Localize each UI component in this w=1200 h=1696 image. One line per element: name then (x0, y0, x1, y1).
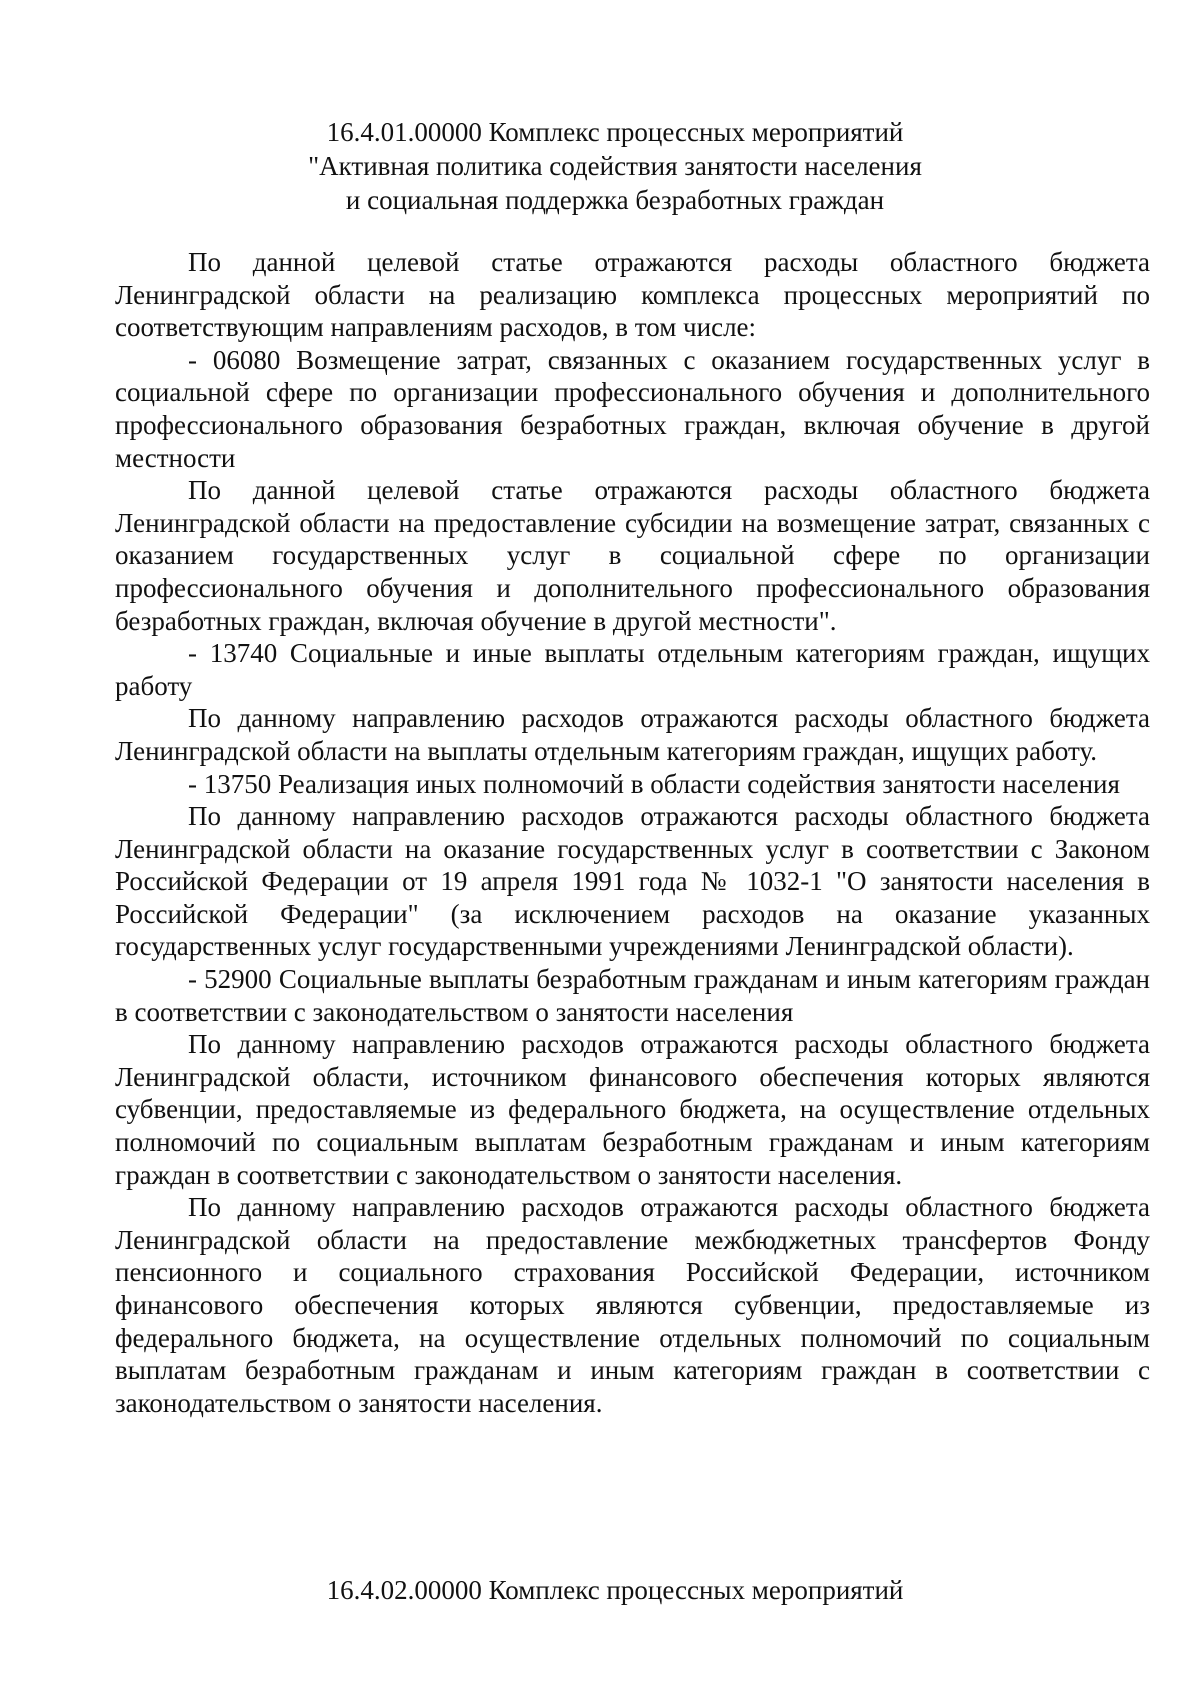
next-section-heading (115, 1573, 1115, 1607)
heading-line: и социальная поддержка безработных граждан (345, 185, 885, 215)
body-paragraph: По данной целевой статье отражаются расходы областного бюджета Ленинградской области на реализацию комплекса процессных мероприятий по соответствующим направлениям расходов, в том числе: (115, 247, 1150, 343)
body-paragraph: По данному направлению расходов отражаются расходы областного бюджета Ленинградской области на выплаты отдельным категориям граждан, ищущих работу. (115, 703, 1150, 766)
expense-item: - 13740 Социальные и иные выплаты отдельным категориям граждан, ищущих работу (115, 638, 1150, 701)
heading-line: "Активная политика содействия занятости населения (308, 151, 922, 181)
heading-line: 16.4.01.00000 Комплекс процессных мероприятий (326, 117, 904, 147)
heading-line: 16.4.02.00000 Комплекс процессных мероприятий (326, 1575, 904, 1605)
body-paragraph: По данному направлению расходов отражаются расходы областного бюджета Ленинградской области на оказание государственных услуг в соответствии с Законом Российской Федерации от 19 апреля 1991 года № 1032-1 "О занятости населения в Российской Федерации" (за исключением расходов на оказание указанных государственных услуг государственными учреждениями Ленинградской области). (115, 801, 1150, 962)
expense-item: - 06080 Возмещение затрат, связанных с оказанием государственных услуг в социальной сфере по организации профессионального обучения и дополнительного профессионального образования безработных граждан, включая обучение в другой местности (115, 344, 1150, 473)
expense-item: - 52900 Социальные выплаты безработным гражданам и иным категориям граждан в соответствии с законодательством о занятости населения (115, 964, 1150, 1027)
body-paragraph: По данному направлению расходов отражаются расходы областного бюджета Ленинградской области, источником финансового обеспечения которых являются субвенции, предоставляемые из федерального бюджета, на осуществление отдельных полномочий по социальным выплатам безработным гражданам и иным категориям граждан в соответствии с законодательством о занятости населения. (115, 1029, 1150, 1190)
body-paragraph: По данному направлению расходов отражаются расходы областного бюджета Ленинградской области на предоставление межбюджетных трансфертов Фонду пенсионного и социального страхования Российской Федерации, источником финансового обеспечения которых являются субвенции, предоставляемые из федерального бюджета, на осуществление отдельных полномочий по социальным выплатам безработным гражданам и иным категориям граждан в соответствии с законодательством о занятости населения. (115, 1192, 1150, 1418)
document-body (115, 246, 1150, 1419)
section-heading (115, 115, 1115, 217)
body-paragraph: По данной целевой статье отражаются расходы областного бюджета Ленинградской области на предоставление субсидии на возмещение затрат, связанных с оказанием государственных услуг в социальной сфере по организации профессионального обучения и дополнительного профессионального образования безработных граждан, включая обучение в другой местности". (115, 475, 1150, 636)
expense-item: - 13750 Реализация иных полномочий в области содействия занятости населения (188, 768, 1120, 799)
